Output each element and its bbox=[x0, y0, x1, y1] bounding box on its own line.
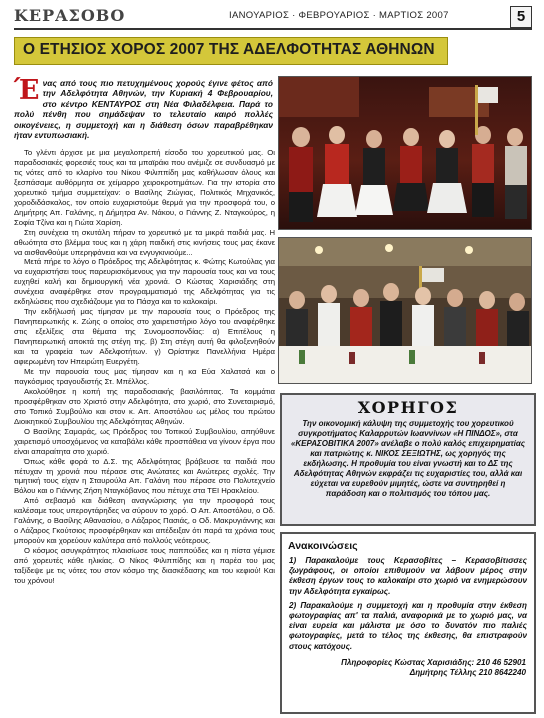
body-paragraph: Ο Βασίλης Σαμαράς, ως Πρόεδρος του Τοπικού Συμβουλίου, απηύθυνε χαιρετισμό υποσχόμενος να καταβάλει κάθε προσπάθεια να γίνουν έργα που είναι απαραίτητα στο χωριό. bbox=[14, 426, 275, 456]
body-paragraph: Την εκδήλωσή μας τίμησαν με την παρουσία τους ο Πρόεδρος της Πανηπειρωτικής κ. Ζώης ο οποίος στο χαιρετιστήριο λόγο του αναφέρθηκε στις εξελίξεις στα θέματα της Συνομοσπονδίας: α) Επιτέλους η Πανηπειρωτική αποκτά της στέγη της. β) Στη στέγη αυτή θα φιλοξενηθούν και τα γραφεία των Αδελφοτήτων. γ) Ορίστηκε Πανελλήνια Ημέρα αφιερωμένη τον Ηπειρώτη Ευεργέτη. bbox=[14, 307, 275, 367]
sponsor-text: Την οικονομική κάλυψη της συμμετοχής του χορευτικού συγκροτήματος Καλαρρυτών Ιωαννίνων «Η ΠΙΝΔΟΣ», στα «ΚΕΡΑΣΟΒΙΤΙΚΑ 2007» ανέλαβε ο πολύ καλός επιχειρηματίας και πατριώτης κ. ΝΙΚΟΣ ΣΕΞΙΩΤΗΣ, ως χορηγός της εκδήλωσης. Η προθυμία του είναι γνωστή και το ΔΣ της Αδελφότητας Αθηνών εκφράζει τις ευχαριστίες του, αλλά και εύχεται να ευρεθούν μιμητές, ώστε να συντηρηθεί η παράδοση και ο πολιτισμός του τόπου μας. bbox=[290, 419, 526, 498]
intro-text: νας από τους πιο πετυχημένους χορούς έγινε φέτος από την Αδελφότητα Αθηνών, την Κυριακή 4 Φεβρουαρίου, στο κέντρο ΚΕΝΤΑΥΡΟΣ στη Νέα Φιλαδέλφεια. Παρά το πολύ πένθη που σημάδεψαν το τελευταίο καιρό πολλές οικογένειες, η συμμετοχή και η διάθεση όσων παραβρέθηκαν ήταν εντυπωσιακή. bbox=[14, 78, 273, 141]
page-number: 5 bbox=[510, 6, 532, 28]
body-paragraph: Από σεβασμό και διάθεση αναγνώρισης για την προσφορά τους καλέσαμε τους υπερογτάρηδες να σύρουν το χορό. Ο Απ. Αποστόλου, ο Οδ. Γαλάνης, ο Βασίλης Αθανασίου, ο Λάζαρος Πασιάς, ο Οδ. Μακρυγιάννης και ο Λάζαρος Γκούτσιος προσφέρθηκαν και απέδειξαν ότι παρά τα χρόνια τους μπορούν και χορεύουν καλύτερα από πολλούς νεότερους. bbox=[14, 496, 275, 546]
issue-date: ΙΑΝΟΥΑΡΙΟΣ · ΦΕΒΡΟΥΑΡΙΟΣ · ΜΑΡΤΙΟΣ 2007 bbox=[229, 10, 449, 21]
announcements-title: Ανακοινώσεις bbox=[288, 540, 358, 552]
contact-line: Δημήτρης Τέλλης 210 8642240 bbox=[409, 668, 526, 678]
sponsor-box bbox=[280, 393, 536, 526]
article-body bbox=[14, 148, 275, 586]
sponsor-title: ΧΟΡΗΓΟΣ bbox=[357, 398, 459, 417]
masthead bbox=[14, 6, 532, 28]
announcement-contact bbox=[282, 652, 534, 678]
banquet-hall-photo bbox=[278, 237, 532, 384]
contact-line: Πληροφορίες Κώστας Χαρισιάδης: 210 46 52901 bbox=[341, 657, 526, 667]
drop-cap: Έ bbox=[14, 75, 40, 106]
dance-group-photo bbox=[278, 76, 532, 230]
newspaper-logo: ΚΕΡΑΣΟΒΟ bbox=[14, 6, 126, 25]
body-paragraph: Ο κόσμος ασυγκράτητος πλαισίωσε τους παππούδες και η πίστα γέμισε από χορευτές κάθε ηλικίας. Ο Νίκος Φιλιππίδης και η παρέα του μας ταξίδεψε με τις νότες του στον κόσμο της διασκέδασης και του κεφιού! Και του χρόνου! bbox=[14, 546, 275, 585]
body-paragraph: Με την παρουσία τους μας τίμησαν και η κα Εύα Χαλατσά και ο παγκόσμιος τραγουδιστής Στ. Μπέλλος. bbox=[14, 366, 275, 386]
announcement-item: 2) Παρακαλούμε η συμμετοχή και η προθυμία στην έκθεση φωτογραφίας απ' τα παλιά, αναφορικά με το χωριό μας, να είναι ευρεία και μάλιστα με όσο το δυνατόν πιο παλιές φωτογραφίες, μετά το τέλος της έκθεσης, θα επιστραφούν στους κατόχους. bbox=[289, 600, 527, 651]
announcements-box bbox=[280, 532, 536, 714]
headline: Ο ΕΤΗΣΙΟΣ ΧΟΡΟΣ 2007 ΤΗΣ ΑΔΕΛΦΟΤΗΤΑΣ ΑΘΗΝΩΝ bbox=[23, 41, 435, 58]
body-paragraph: Ακολούθησε η κοπή της παραδοσιακής βασιλόπιτας. Τα κομμάτια προσφέρθηκαν στο Χριστό στην Αδελφότητα, στο χωριό, στο Συνεταιρισμό, στο Τοπικό Συμβούλιο και στον κ. Απ. Αποστόλου ως μέλος του πρώτου Διοικητικού Συμβουλίου της Αδελφότητας Αθηνών. bbox=[14, 386, 275, 426]
body-paragraph: Το γλέντι άρχισε με μια μεγαλοπρεπή είσοδο του χορευτικού μας. Οι παραδοσιακές φορεσιές τους και τα μπαϊράκι που ανέμιζε σε συνδυασμό με τις νότες από το κλαρίνο του Νίκου Φιλιππίδη μας καθήλωσαν όλους και ξεσπάσαμε αυθόρμητα σε χείμαρρο χειροκροτημάτων. Για την ιστορία στο χορευτικό τμήμα συμμετείχαν: ο Βασίλης Ζιώγιας, Πολιτικός Μηχανικός, χοροδιδάσκαλος, τον οποίο ευχαριστούμε θερμά για την προσφορά του, ο Δημήτρης Απ. Γαλάνης, η Δήμητρα Αν. Νάκου, ο Γιάννης Ζ. Νταγκούρος, η Σοφία Τζίνα και η Γιώτα Χαρίση. bbox=[14, 148, 275, 227]
body-paragraph: Όπως κάθε φορά το Δ.Σ. της Αδελφότητας βράβευσε τα παιδιά που πέτυχαν τη χρονιά που πέρασε στις Ανώτατες και Ανώτερες σχολές. Την τιμητική τους είχαν η Σταυρούλα Απ. Γαλάνη που πέρασε στο Πολυτεχνείο Βόλου και ο Γιάννης Ζήση Νταγκόβανος που πέτυχε στα ΤΕΙ Ηρακλείου. bbox=[14, 456, 275, 496]
announcement-item: 1) Παρακαλούμε τους Κερασοβίτες – Κερασοβίτισσες ζωγράφους, οι οποίοι επιθυμούν να λάβουν μέρος στην έκθεση έργων τους το καλοκαίρι στο χωριό να ενημερώσουν την Αδελφότητα εγκαίρως. bbox=[289, 556, 527, 596]
body-paragraph: Μετά πήρε το λόγο ο Πρόεδρος της Αδελφότητας κ. Φώτης Κωτούλας για να ευχαριστήσει τους παρευρισκόμενους για την παρουσία τους και να τους ευχηθεί καλή και δημιουργική νέα χρονιά. Ο Κώστας Χαρισιάδης στη συνέχεια αναφέρθηκε στον προγραμματισμό της Αδελφότητας για τις εκδηλώσεις που σχεδιάζουμε για το Πάσχα και το καλοκαίρι. bbox=[14, 257, 275, 307]
intro-paragraph bbox=[14, 75, 273, 141]
body-paragraph: Στη συνέχεια τη σκυτάλη πήραν το χορευτικό με τα μικρά παιδιά μας. Η αθωότητα στο βλέμμα τους και η χάρη παιδική στις κινήσεις τους μας έκανε να αισθανθούμε υπερηφάνεια και να ενγυγκινιούμε... bbox=[14, 227, 275, 257]
header-rule bbox=[14, 28, 532, 30]
headline-banner bbox=[14, 37, 448, 65]
